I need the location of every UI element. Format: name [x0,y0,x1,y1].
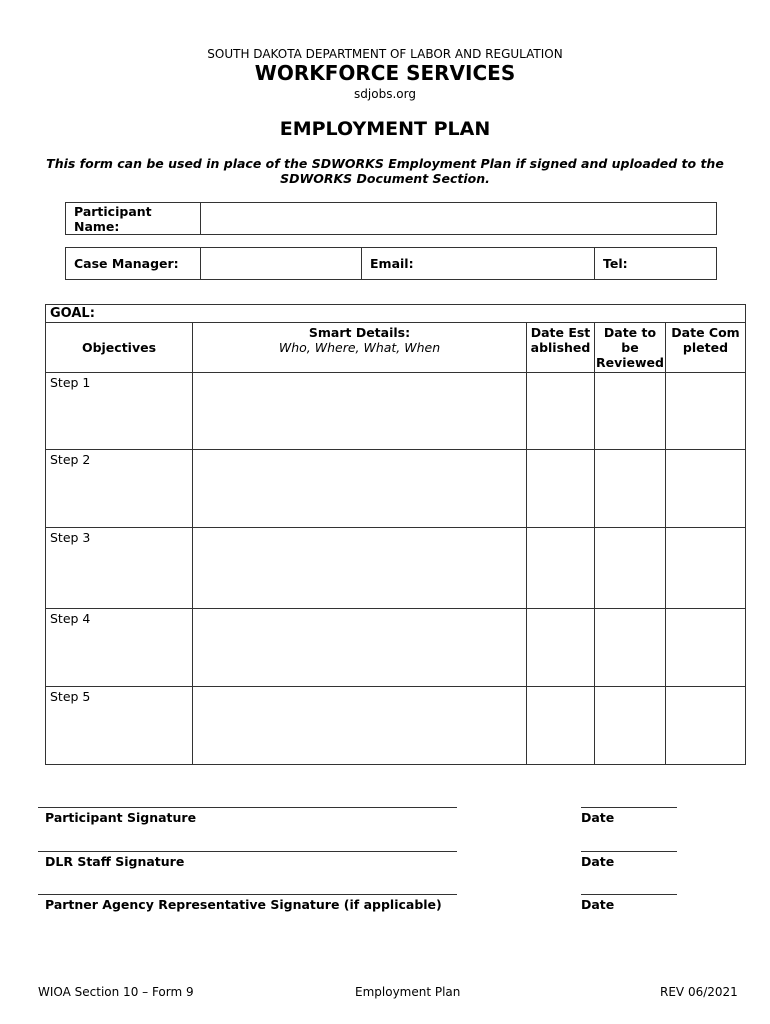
case-manager-label: Case Manager: [66,248,201,280]
date-established-cell[interactable] [527,609,595,687]
smart-details-cell[interactable] [193,373,527,450]
step-row-5 [46,687,746,765]
date-established-cell[interactable] [527,528,595,609]
smart-details-cell[interactable] [193,450,527,528]
smart-details-cell[interactable] [193,687,527,765]
date-completed-cell[interactable] [665,687,745,765]
participant-signature-label: Participant Signature [45,810,197,825]
staff-signature-label: DLR Staff Signature [45,854,185,869]
date-reviewed-cell[interactable] [595,687,666,765]
smart-details-cell[interactable] [193,609,527,687]
date-completed-header: Date Completed [665,323,745,373]
footer-form-id: WIOA Section 10 – Form 9 [38,985,194,999]
website-link[interactable]: sdjobs.org [354,87,416,101]
date-reviewed-cell[interactable] [595,450,666,528]
date-completed-cell[interactable] [665,609,745,687]
date-established-cell[interactable] [527,687,595,765]
smart-details-title: Smart Details: [308,325,411,340]
footer-form-name: Employment Plan [355,985,461,999]
department-name: SOUTH DAKOTA DEPARTMENT OF LABOR AND REGULATION [207,47,563,61]
participant-date-line[interactable] [581,807,677,808]
step-row-4 [46,609,746,687]
smart-details-subtitle: Who, Where, What, When [278,340,441,355]
smart-details-header [193,323,527,373]
step-row-2 [46,450,746,528]
partner-date-label: Date [581,897,615,912]
date-completed-cell[interactable] [665,373,745,450]
participant-table [65,202,717,235]
form-title: EMPLOYMENT PLAN [279,118,491,140]
email-field[interactable]: Email: [362,248,595,280]
date-established-cell[interactable] [527,450,595,528]
staff-date-line[interactable] [581,851,677,852]
step-row-3 [46,528,746,609]
partner-signature-label: Partner Agency Representative Signature (if applicable) [45,897,442,912]
step-label: Step 4 [46,609,193,687]
staff-signature-line[interactable] [38,851,457,852]
date-completed-cell[interactable] [665,528,745,609]
contact-table [65,247,717,280]
date-reviewed-cell[interactable] [595,373,666,450]
step-label: Step 2 [46,450,193,528]
case-manager-field[interactable] [201,248,362,280]
participant-date-label: Date [581,810,615,825]
goal-table [45,304,746,765]
objectives-header: Objectives [46,323,193,373]
step-label: Step 5 [46,687,193,765]
partner-signature-line[interactable] [38,894,457,895]
participant-name-label: Participant Name: [66,203,201,235]
step-label: Step 1 [46,373,193,450]
form-instructions: This form can be used in place of the SDWORKS Employment Plan if signed and uploaded to the SDWORKS Document Section. [46,156,724,186]
smart-details-cell[interactable] [193,528,527,609]
goal-field[interactable]: GOAL: [46,305,746,323]
tel-field[interactable]: Tel: [595,248,717,280]
participant-name-field[interactable] [201,203,717,235]
date-reviewed-cell[interactable] [595,609,666,687]
staff-date-label: Date [581,854,615,869]
page-title: WORKFORCE SERVICES [254,61,516,85]
partner-date-line[interactable] [581,894,677,895]
date-established-header: Date Established [527,323,595,373]
date-reviewed-cell[interactable] [595,528,666,609]
date-completed-cell[interactable] [665,450,745,528]
footer-revision: REV 06/2021 [660,985,738,999]
date-reviewed-header: Date to be Reviewed [595,323,666,373]
participant-signature-line[interactable] [38,807,457,808]
date-established-cell[interactable] [527,373,595,450]
step-label: Step 3 [46,528,193,609]
step-row-1 [46,373,746,450]
